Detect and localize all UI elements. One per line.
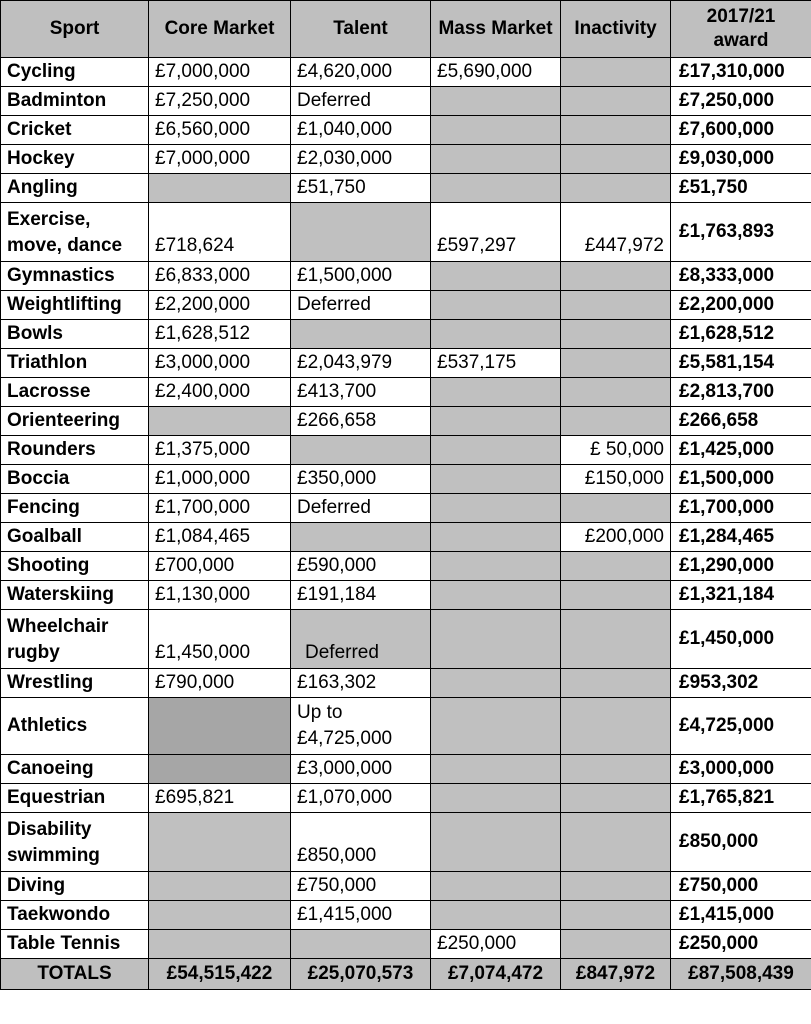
award-cell: £250,000	[671, 930, 811, 959]
table-row	[1, 116, 811, 145]
inactivity-cell	[561, 145, 671, 174]
mass-market-cell	[431, 784, 561, 813]
award-cell: £953,302	[671, 669, 811, 698]
mass-market-cell	[431, 262, 561, 291]
table-row	[1, 436, 811, 465]
talent-cell: £413,700	[291, 378, 431, 407]
talent-cell: £3,000,000	[291, 755, 431, 784]
table-row	[1, 698, 811, 755]
inactivity-cell: £150,000	[561, 465, 671, 494]
sport-name: Triathlon	[1, 349, 149, 378]
talent-cell: Deferred	[291, 291, 431, 320]
sport-name: Diving	[1, 872, 149, 901]
table-row	[1, 320, 811, 349]
award-cell: £1,500,000	[671, 465, 811, 494]
mass-market-cell	[431, 320, 561, 349]
talent-cell: £4,620,000	[291, 58, 431, 87]
sport-name: Hockey	[1, 145, 149, 174]
inactivity-cell	[561, 930, 671, 959]
inactivity-cell	[561, 901, 671, 930]
award-cell: £4,725,000	[671, 698, 811, 755]
inactivity-cell	[561, 755, 671, 784]
core-market-cell	[149, 901, 291, 930]
totals-label: TOTALS	[1, 959, 149, 990]
award-cell: £1,425,000	[671, 436, 811, 465]
table-row	[1, 378, 811, 407]
core-market-cell: £1,000,000	[149, 465, 291, 494]
inactivity-cell: £447,972	[561, 203, 671, 262]
table-row	[1, 523, 811, 552]
totals-talent: £25,070,573	[291, 959, 431, 990]
sport-name: Taekwondo	[1, 901, 149, 930]
mass-market-cell: £250,000	[431, 930, 561, 959]
inactivity-cell	[561, 552, 671, 581]
mass-market-cell	[431, 174, 561, 203]
core-market-cell: £6,560,000	[149, 116, 291, 145]
totals-row	[1, 959, 811, 990]
sport-name: Canoeing	[1, 755, 149, 784]
core-market-cell	[149, 174, 291, 203]
talent-cell: £1,070,000	[291, 784, 431, 813]
table-row	[1, 407, 811, 436]
award-cell: £17,310,000	[671, 58, 811, 87]
talent-cell: £163,302	[291, 669, 431, 698]
core-market-cell: £2,200,000	[149, 291, 291, 320]
sport-name: Badminton	[1, 87, 149, 116]
talent-cell-line: £4,725,000	[297, 728, 393, 749]
sport-name: Cricket	[1, 116, 149, 145]
award-cell: £51,750	[671, 174, 811, 203]
talent-cell: £1,415,000	[291, 901, 431, 930]
mass-market-cell	[431, 407, 561, 436]
talent-cell	[291, 436, 431, 465]
sport-name	[1, 610, 149, 669]
talent-cell-line: Up to	[297, 702, 343, 723]
inactivity-cell	[561, 58, 671, 87]
talent-cell: Deferred	[291, 610, 431, 669]
inactivity-cell	[561, 291, 671, 320]
sport-name-line: Exercise,	[7, 209, 91, 230]
core-market-cell: £6,833,000	[149, 262, 291, 291]
table-row	[1, 262, 811, 291]
totals-inactivity: £847,972	[561, 959, 671, 990]
mass-market-cell	[431, 872, 561, 901]
mass-market-cell	[431, 610, 561, 669]
mass-market-cell	[431, 901, 561, 930]
core-market-cell: £790,000	[149, 669, 291, 698]
inactivity-cell: £200,000	[561, 523, 671, 552]
core-market-cell: £718,624	[149, 203, 291, 262]
table-row	[1, 203, 811, 262]
sport-name: Weightlifting	[1, 291, 149, 320]
award-cell: £1,763,893	[671, 203, 811, 262]
talent-cell: £1,500,000	[291, 262, 431, 291]
talent-cell	[291, 930, 431, 959]
inactivity-cell	[561, 174, 671, 203]
table-row	[1, 145, 811, 174]
inactivity-cell	[561, 813, 671, 872]
mass-market-cell	[431, 552, 561, 581]
inactivity-cell	[561, 872, 671, 901]
sport-name: Athletics	[1, 698, 149, 755]
talent-cell: Deferred	[291, 87, 431, 116]
talent-cell: £590,000	[291, 552, 431, 581]
sport-name: Wrestling	[1, 669, 149, 698]
talent-cell: £750,000	[291, 872, 431, 901]
core-market-cell: £1,450,000	[149, 610, 291, 669]
table-row	[1, 872, 811, 901]
header-talent: Talent	[291, 1, 431, 58]
award-cell: £750,000	[671, 872, 811, 901]
table-row	[1, 494, 811, 523]
sport-name-line: swimming	[7, 845, 100, 866]
talent-cell: £350,000	[291, 465, 431, 494]
sport-name: Orienteering	[1, 407, 149, 436]
core-market-cell: £2,400,000	[149, 378, 291, 407]
sport-name-line: rugby	[7, 642, 60, 663]
inactivity-cell	[561, 378, 671, 407]
header-inactivity: Inactivity	[561, 1, 671, 58]
talent-cell	[291, 523, 431, 552]
header-mass-market: Mass Market	[431, 1, 561, 58]
sport-name: Fencing	[1, 494, 149, 523]
inactivity-cell: £ 50,000	[561, 436, 671, 465]
mass-market-cell	[431, 378, 561, 407]
award-cell: £7,600,000	[671, 116, 811, 145]
sport-name-line: Wheelchair	[7, 616, 109, 637]
award-cell: £1,628,512	[671, 320, 811, 349]
table-row	[1, 901, 811, 930]
core-market-cell: £695,821	[149, 784, 291, 813]
core-market-cell: £1,130,000	[149, 581, 291, 610]
sport-name: Cycling	[1, 58, 149, 87]
core-market-cell	[149, 813, 291, 872]
mass-market-cell	[431, 581, 561, 610]
core-market-cell	[149, 698, 291, 755]
mass-market-cell	[431, 116, 561, 145]
core-market-cell: £700,000	[149, 552, 291, 581]
award-cell: £1,700,000	[671, 494, 811, 523]
mass-market-cell	[431, 523, 561, 552]
table-row	[1, 610, 811, 669]
sport-name: Rounders	[1, 436, 149, 465]
sport-name	[1, 813, 149, 872]
mass-market-cell	[431, 291, 561, 320]
mass-market-cell	[431, 145, 561, 174]
table-row	[1, 87, 811, 116]
award-cell: £1,450,000	[671, 610, 811, 669]
mass-market-cell	[431, 669, 561, 698]
mass-market-cell	[431, 813, 561, 872]
mass-market-cell	[431, 87, 561, 116]
sport-name-line: move, dance	[7, 235, 123, 256]
award-cell: £7,250,000	[671, 87, 811, 116]
core-market-cell	[149, 407, 291, 436]
table-row	[1, 552, 811, 581]
inactivity-cell	[561, 87, 671, 116]
core-market-cell: £3,000,000	[149, 349, 291, 378]
sport-name: Lacrosse	[1, 378, 149, 407]
award-cell: £2,813,700	[671, 378, 811, 407]
core-market-cell: £7,000,000	[149, 145, 291, 174]
mass-market-cell	[431, 698, 561, 755]
inactivity-cell	[561, 610, 671, 669]
talent-cell: £1,040,000	[291, 116, 431, 145]
inactivity-cell	[561, 669, 671, 698]
sport-name-line: Disability	[7, 819, 92, 840]
mass-market-cell	[431, 465, 561, 494]
totals-core-market: £54,515,422	[149, 959, 291, 990]
table-row	[1, 174, 811, 203]
totals-mass-market: £7,074,472	[431, 959, 561, 990]
award-cell: £3,000,000	[671, 755, 811, 784]
sport-name: Waterskiing	[1, 581, 149, 610]
sport-name: Equestrian	[1, 784, 149, 813]
award-cell: £8,333,000	[671, 262, 811, 291]
award-cell: £1,765,821	[671, 784, 811, 813]
inactivity-cell	[561, 349, 671, 378]
header-award: 2017/21 award	[671, 1, 811, 58]
talent-cell: £2,043,979	[291, 349, 431, 378]
talent-cell	[291, 698, 431, 755]
talent-cell: £51,750	[291, 174, 431, 203]
table-row	[1, 669, 811, 698]
mass-market-cell: £597,297	[431, 203, 561, 262]
table-row	[1, 465, 811, 494]
talent-cell: £191,184	[291, 581, 431, 610]
award-cell: £1,321,184	[671, 581, 811, 610]
talent-cell: £2,030,000	[291, 145, 431, 174]
core-market-cell: £1,628,512	[149, 320, 291, 349]
sport-name: Boccia	[1, 465, 149, 494]
core-market-cell: £7,000,000	[149, 58, 291, 87]
header-core-market: Core Market	[149, 1, 291, 58]
award-cell: £850,000	[671, 813, 811, 872]
mass-market-cell: £5,690,000	[431, 58, 561, 87]
table-row	[1, 784, 811, 813]
inactivity-cell	[561, 407, 671, 436]
inactivity-cell	[561, 320, 671, 349]
core-market-cell: £1,084,465	[149, 523, 291, 552]
core-market-cell: £1,700,000	[149, 494, 291, 523]
award-cell: £5,581,154	[671, 349, 811, 378]
sport-name: Goalball	[1, 523, 149, 552]
totals-award: £87,508,439	[671, 959, 811, 990]
table-row	[1, 581, 811, 610]
sport-name	[1, 203, 149, 262]
award-cell: £266,658	[671, 407, 811, 436]
table-row	[1, 291, 811, 320]
header-sport: Sport	[1, 1, 149, 58]
sport-name: Table Tennis	[1, 930, 149, 959]
inactivity-cell	[561, 698, 671, 755]
talent-cell	[291, 203, 431, 262]
award-cell: £1,415,000	[671, 901, 811, 930]
sport-name: Gymnastics	[1, 262, 149, 291]
mass-market-cell	[431, 755, 561, 784]
sport-name: Angling	[1, 174, 149, 203]
header-row	[1, 1, 811, 58]
talent-cell: £266,658	[291, 407, 431, 436]
table-row	[1, 755, 811, 784]
mass-market-cell	[431, 494, 561, 523]
core-market-cell: £7,250,000	[149, 87, 291, 116]
award-cell: £2,200,000	[671, 291, 811, 320]
talent-cell	[291, 320, 431, 349]
award-cell: £1,290,000	[671, 552, 811, 581]
talent-cell: £850,000	[291, 813, 431, 872]
table-row	[1, 58, 811, 87]
sport-name: Bowls	[1, 320, 149, 349]
inactivity-cell	[561, 116, 671, 145]
inactivity-cell	[561, 262, 671, 291]
core-market-cell: £1,375,000	[149, 436, 291, 465]
core-market-cell	[149, 872, 291, 901]
core-market-cell	[149, 755, 291, 784]
mass-market-cell: £537,175	[431, 349, 561, 378]
inactivity-cell	[561, 784, 671, 813]
sport-name: Shooting	[1, 552, 149, 581]
table-row	[1, 349, 811, 378]
award-cell: £9,030,000	[671, 145, 811, 174]
core-market-cell	[149, 930, 291, 959]
inactivity-cell	[561, 581, 671, 610]
inactivity-cell	[561, 494, 671, 523]
award-cell: £1,284,465	[671, 523, 811, 552]
table-row	[1, 813, 811, 872]
table-row	[1, 930, 811, 959]
talent-cell: Deferred	[291, 494, 431, 523]
mass-market-cell	[431, 436, 561, 465]
